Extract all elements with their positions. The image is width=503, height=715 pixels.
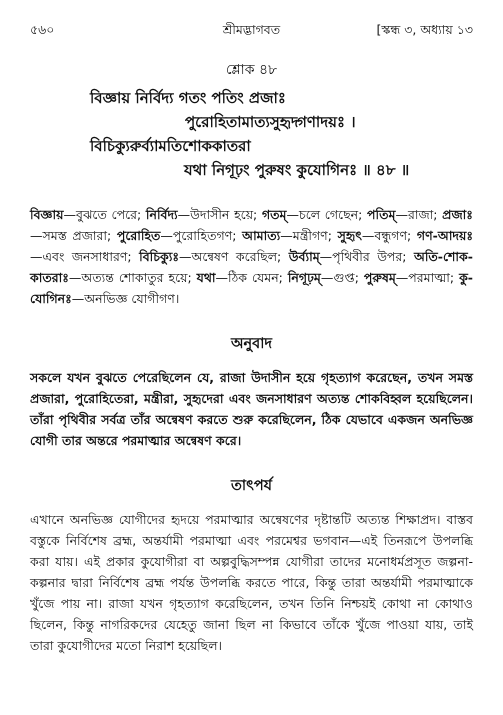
synonym-word: কু-যোগিনঃ (30, 270, 473, 306)
synonym-word: গতম্ (261, 207, 287, 222)
chapter-location: [স্কন্ধ ৩, অধ্যায় ১৩ (376, 22, 473, 37)
verse-line: যথা নিগূঢ়ং পুরুষং কুযোগিনঃ ॥ ৪৮ ॥ (184, 161, 410, 179)
page-number: ৫৬০ (30, 22, 55, 37)
synonym-meaning: —গুপ্ত; (320, 270, 364, 285)
purport-heading: তাৎপর্য (230, 478, 273, 494)
book-title: শ্রীমদ্ভাগবত (222, 22, 281, 37)
synonym-meaning: —পরমাত্মা; (395, 270, 460, 285)
translation-paragraph: সকলে যখন বুঝতে পেরেছিলেন যে, রাজা উদাসীন হয়ে গৃহত্যাগ করেছেন, তখন সমস্ত প্রজারা, পুরোহিতেরা, মন্ত্রীরা, সুহৃদেরা এবং জনসাধারণ অত্যন্ত শোকবিহ্বল হয়েছিলেন। তাঁরা পৃথিবীর সর্বত্র তাঁর অন্বেষণ করতে শুরু করেছিলেন, ঠিক যেভাবে একজন অনভিজ্ঞ যোগী তার অন্তরে পরমাত্মার অন্বেষণ করে। (30, 370, 473, 448)
synonym-meaning: —সমস্ত প্রজারা; (30, 228, 117, 243)
synonym-meaning: —বন্ধুগণ; (361, 228, 417, 243)
synonym-meaning: —মন্ত্রীগণ; (280, 228, 338, 243)
running-header (30, 22, 473, 44)
synonym-word: পুরোহিত (116, 228, 161, 243)
synonym-meaning: —অন্বেষণ করেছিল; (179, 249, 289, 264)
verse-number: শ্লোক ৪৮ (225, 62, 278, 78)
synonym-meaning: —অনভিজ্ঞ যোগীগণ। (71, 291, 180, 306)
synonym-word: উর্ব্যাম্ (288, 249, 320, 264)
synonym-meaning: —এবং জনসাধারণ; (30, 249, 140, 264)
synonym-meaning: —পুরোহিতগণ; (160, 228, 243, 243)
synonym-word: নির্বিদ্য (145, 207, 178, 222)
synonym-word: অতি-শোক-কাতরাঃ (30, 249, 473, 285)
synonym-word: বিজ্ঞায় (30, 207, 64, 222)
synonym-meaning: —ঠিক যেমন; (215, 270, 288, 285)
verse-line: পুরোহিতামাত্যসুহৃদ্গণাদয়ঃ । (185, 113, 356, 131)
synonym-word: গণ-আদয়ঃ (416, 228, 474, 243)
synonym-meaning: —রাজা; (395, 207, 443, 222)
synonym-word: আমাত্য (242, 228, 281, 243)
synonym-meaning: —বুঝতে পেরে; (63, 207, 146, 222)
synonym-word: সুহৃৎ (337, 228, 362, 243)
translation-heading: অনুবাদ (230, 336, 273, 352)
purport-paragraph: এখানে অনভিজ্ঞ যোগীদের হৃদয়ে পরমাত্মার অন্বেষণের দৃষ্টান্তটি অত্যন্ত শিক্ষাপ্রদ। বাস্তব বস্তুকে নির্বিশেষ ব্রহ্ম, অন্তর্যামী পরমাত্মা এবং পরমেশ্বর ভগবান—এই তিনরূপে উপলব্ধি করা যায়। এই প্রকার কুযোগীরা বা অল্পবুদ্ধিসম্পন্ন যোগীরা তাদের মনোধর্মপ্রসূত জল্পনা-কল্পনার দ্বারা নির্বিশেষ ব্রহ্ম পর্যন্ত উপলব্ধি করতে পারে, কিন্তু তারা অন্তর্যামী পরমাত্মাকে খুঁজে পায় না। রাজা যখন গৃহত্যাগ করেছিলেন, তখন তিনি নিশ্চয়ই কোথা না কোথাও ছিলেন, কিন্তু নাগরিকদের যেহেতু জানা ছিল না কিভাবে তাঁকে খুঁজে পাওয়া যায়, তাই তারা কুযোগীদের মতো নিরাশ হয়েছিল। (30, 512, 473, 653)
synonym-word: পতিম্ (367, 207, 396, 222)
sanskrit-verse (30, 86, 473, 182)
verse-line: বিচিক্যুরুর্ব্যামতিশোককাতরা (90, 137, 251, 155)
synonym-word: নিগূঢ়ম্ (287, 270, 321, 285)
synonym-meaning: —উদাসীন হয়ে; (177, 207, 262, 222)
synonyms-paragraph (30, 204, 473, 309)
synonym-word: যথা (196, 270, 216, 285)
synonym-word: প্রজাঃ (442, 207, 473, 222)
synonym-meaning: —পৃথিবীর উপর; (319, 249, 414, 264)
synonym-meaning: —অত্যন্ত শোকাতুর হয়ে; (68, 270, 197, 285)
synonym-word: বিচিক্যুঃ (139, 249, 180, 264)
synonym-meaning: —চলে গেছেন; (286, 207, 368, 222)
verse-line: বিজ্ঞায় নির্বিদ্য গতং পতিং প্রজাঃ (90, 89, 286, 107)
synonym-word: পুরুষম্ (363, 270, 396, 285)
